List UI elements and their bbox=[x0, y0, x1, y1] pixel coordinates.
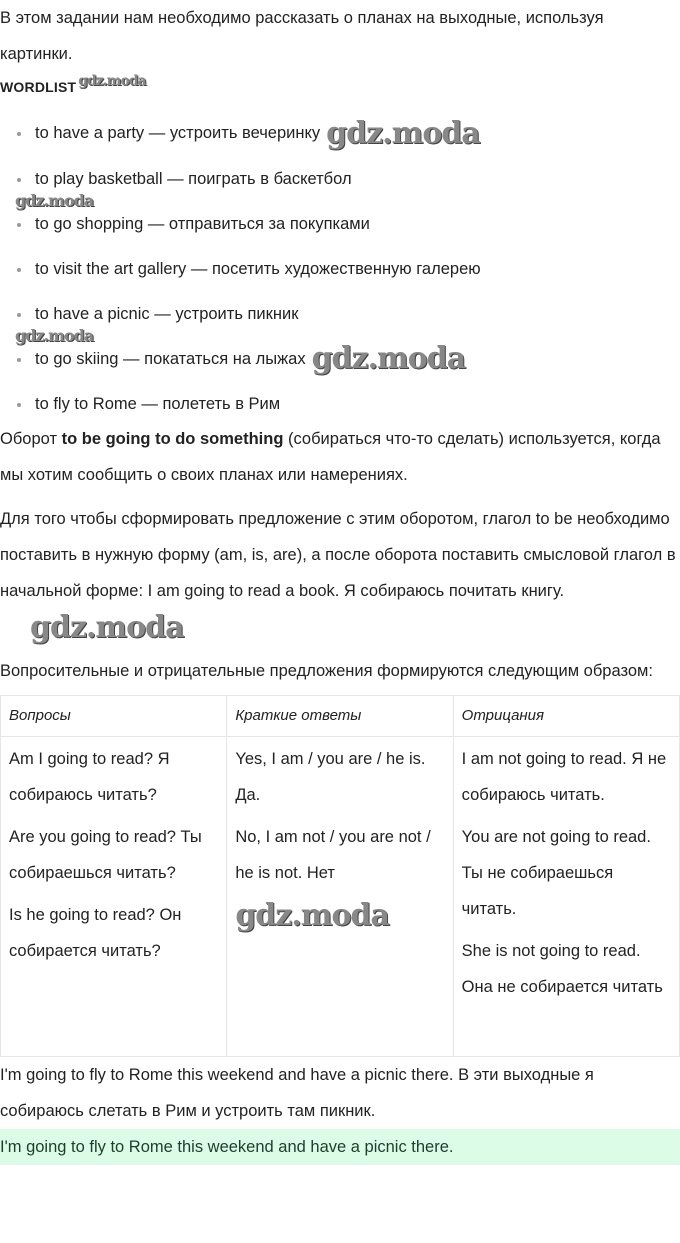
cell-text: She is not going to read. Она не собирается читать bbox=[461, 942, 663, 997]
example-text: I'm going to fly to Rome this weekend and have a picnic there. В эти выходные я собираюсь слетать в Рим и устроить там пикник. bbox=[0, 1066, 594, 1121]
construct-before: Оборот bbox=[0, 430, 62, 449]
grammar-table bbox=[0, 695, 680, 1057]
table-header: Вопросы bbox=[1, 696, 227, 737]
wordlist-item-text: to have a party — устроить вечеринку bbox=[35, 124, 321, 142]
answers-cell bbox=[227, 737, 453, 1057]
wordlist-item-text: to go skiing — покататься на лыжах bbox=[35, 349, 306, 368]
construct-after: (собираться что-то сделать) используется, когда мы хотим сообщить о своих планах или намерениях. bbox=[0, 430, 661, 485]
wordlist bbox=[0, 115, 680, 415]
watermark: gdz.moda bbox=[15, 190, 94, 210]
construct-text bbox=[0, 421, 680, 493]
watermark-row bbox=[235, 897, 444, 933]
table-row bbox=[1, 737, 680, 1057]
table-header: Краткие ответы bbox=[227, 696, 453, 737]
watermark: gdz.moda bbox=[15, 325, 94, 345]
wordlist-item: to go shopping — отправиться за покупками bbox=[17, 213, 680, 235]
answer-highlight: I'm going to fly to Rome this weekend and have a picnic there. bbox=[0, 1129, 680, 1165]
cell-text: Are you going to read? Ты собираешься читать? bbox=[9, 828, 202, 883]
cell-text: Is he going to read? Он собирается читать? bbox=[9, 906, 182, 961]
wordlist-item bbox=[17, 341, 680, 377]
wordlist-item bbox=[17, 115, 680, 151]
wordlist-item: to fly to Rome — полететь в Рим bbox=[17, 393, 680, 415]
watermark: gdz.moda bbox=[30, 609, 184, 645]
wordlist-item: to have a picnic — устроить пикник bbox=[17, 303, 680, 325]
cell-text: No, I am not / you are not / he is not. Нет bbox=[235, 828, 431, 883]
questions-cell bbox=[1, 737, 227, 1057]
wordlist-heading: WORDLIST bbox=[0, 79, 77, 95]
watermark: gdz.moda bbox=[235, 897, 389, 933]
table-header-row bbox=[1, 696, 680, 737]
cell-text: Am I going to read? Я собираюсь читать? bbox=[9, 750, 170, 805]
construct-bold: to be going to do something bbox=[61, 430, 284, 449]
wordlist-heading-row bbox=[0, 74, 680, 100]
table-header: Отрицания bbox=[453, 696, 679, 737]
formation-text: Для того чтобы сформировать предложение с этим оборотом, глагол to be необходимо поставить в нужную форму (am, is, are), а после оборота поставить смысловой глагол в начальной форме: I am going to read a book. Я собираюсь почитать книгу. bbox=[0, 510, 676, 601]
watermark-row bbox=[15, 326, 680, 346]
wordlist-item: to play basketball — поиграть в баскетбол bbox=[17, 168, 680, 190]
wordlist-item: to visit the art gallery — посетить художественную галерею bbox=[17, 258, 680, 280]
cell-text: You are not going to read. Ты не собираешься читать. bbox=[461, 828, 651, 919]
intro-text: В этом задании нам необходимо рассказать о планах на выходные, используя картинки. bbox=[0, 9, 604, 63]
formation-paragraph bbox=[0, 501, 680, 645]
watermark: gdz.moda bbox=[78, 73, 146, 89]
cell-text: Yes, I am / you are / he is. Да. bbox=[235, 750, 426, 805]
watermark: gdz.moda bbox=[311, 341, 466, 377]
watermark: gdz.moda bbox=[326, 115, 480, 151]
negations-cell bbox=[453, 737, 679, 1057]
watermark-row bbox=[15, 191, 680, 211]
cell-text: I am not going to read. Я не собираюсь читать. bbox=[461, 750, 667, 805]
questions-intro: Вопросительные и отрицательные предложения формируются следующим образом: bbox=[0, 662, 653, 681]
